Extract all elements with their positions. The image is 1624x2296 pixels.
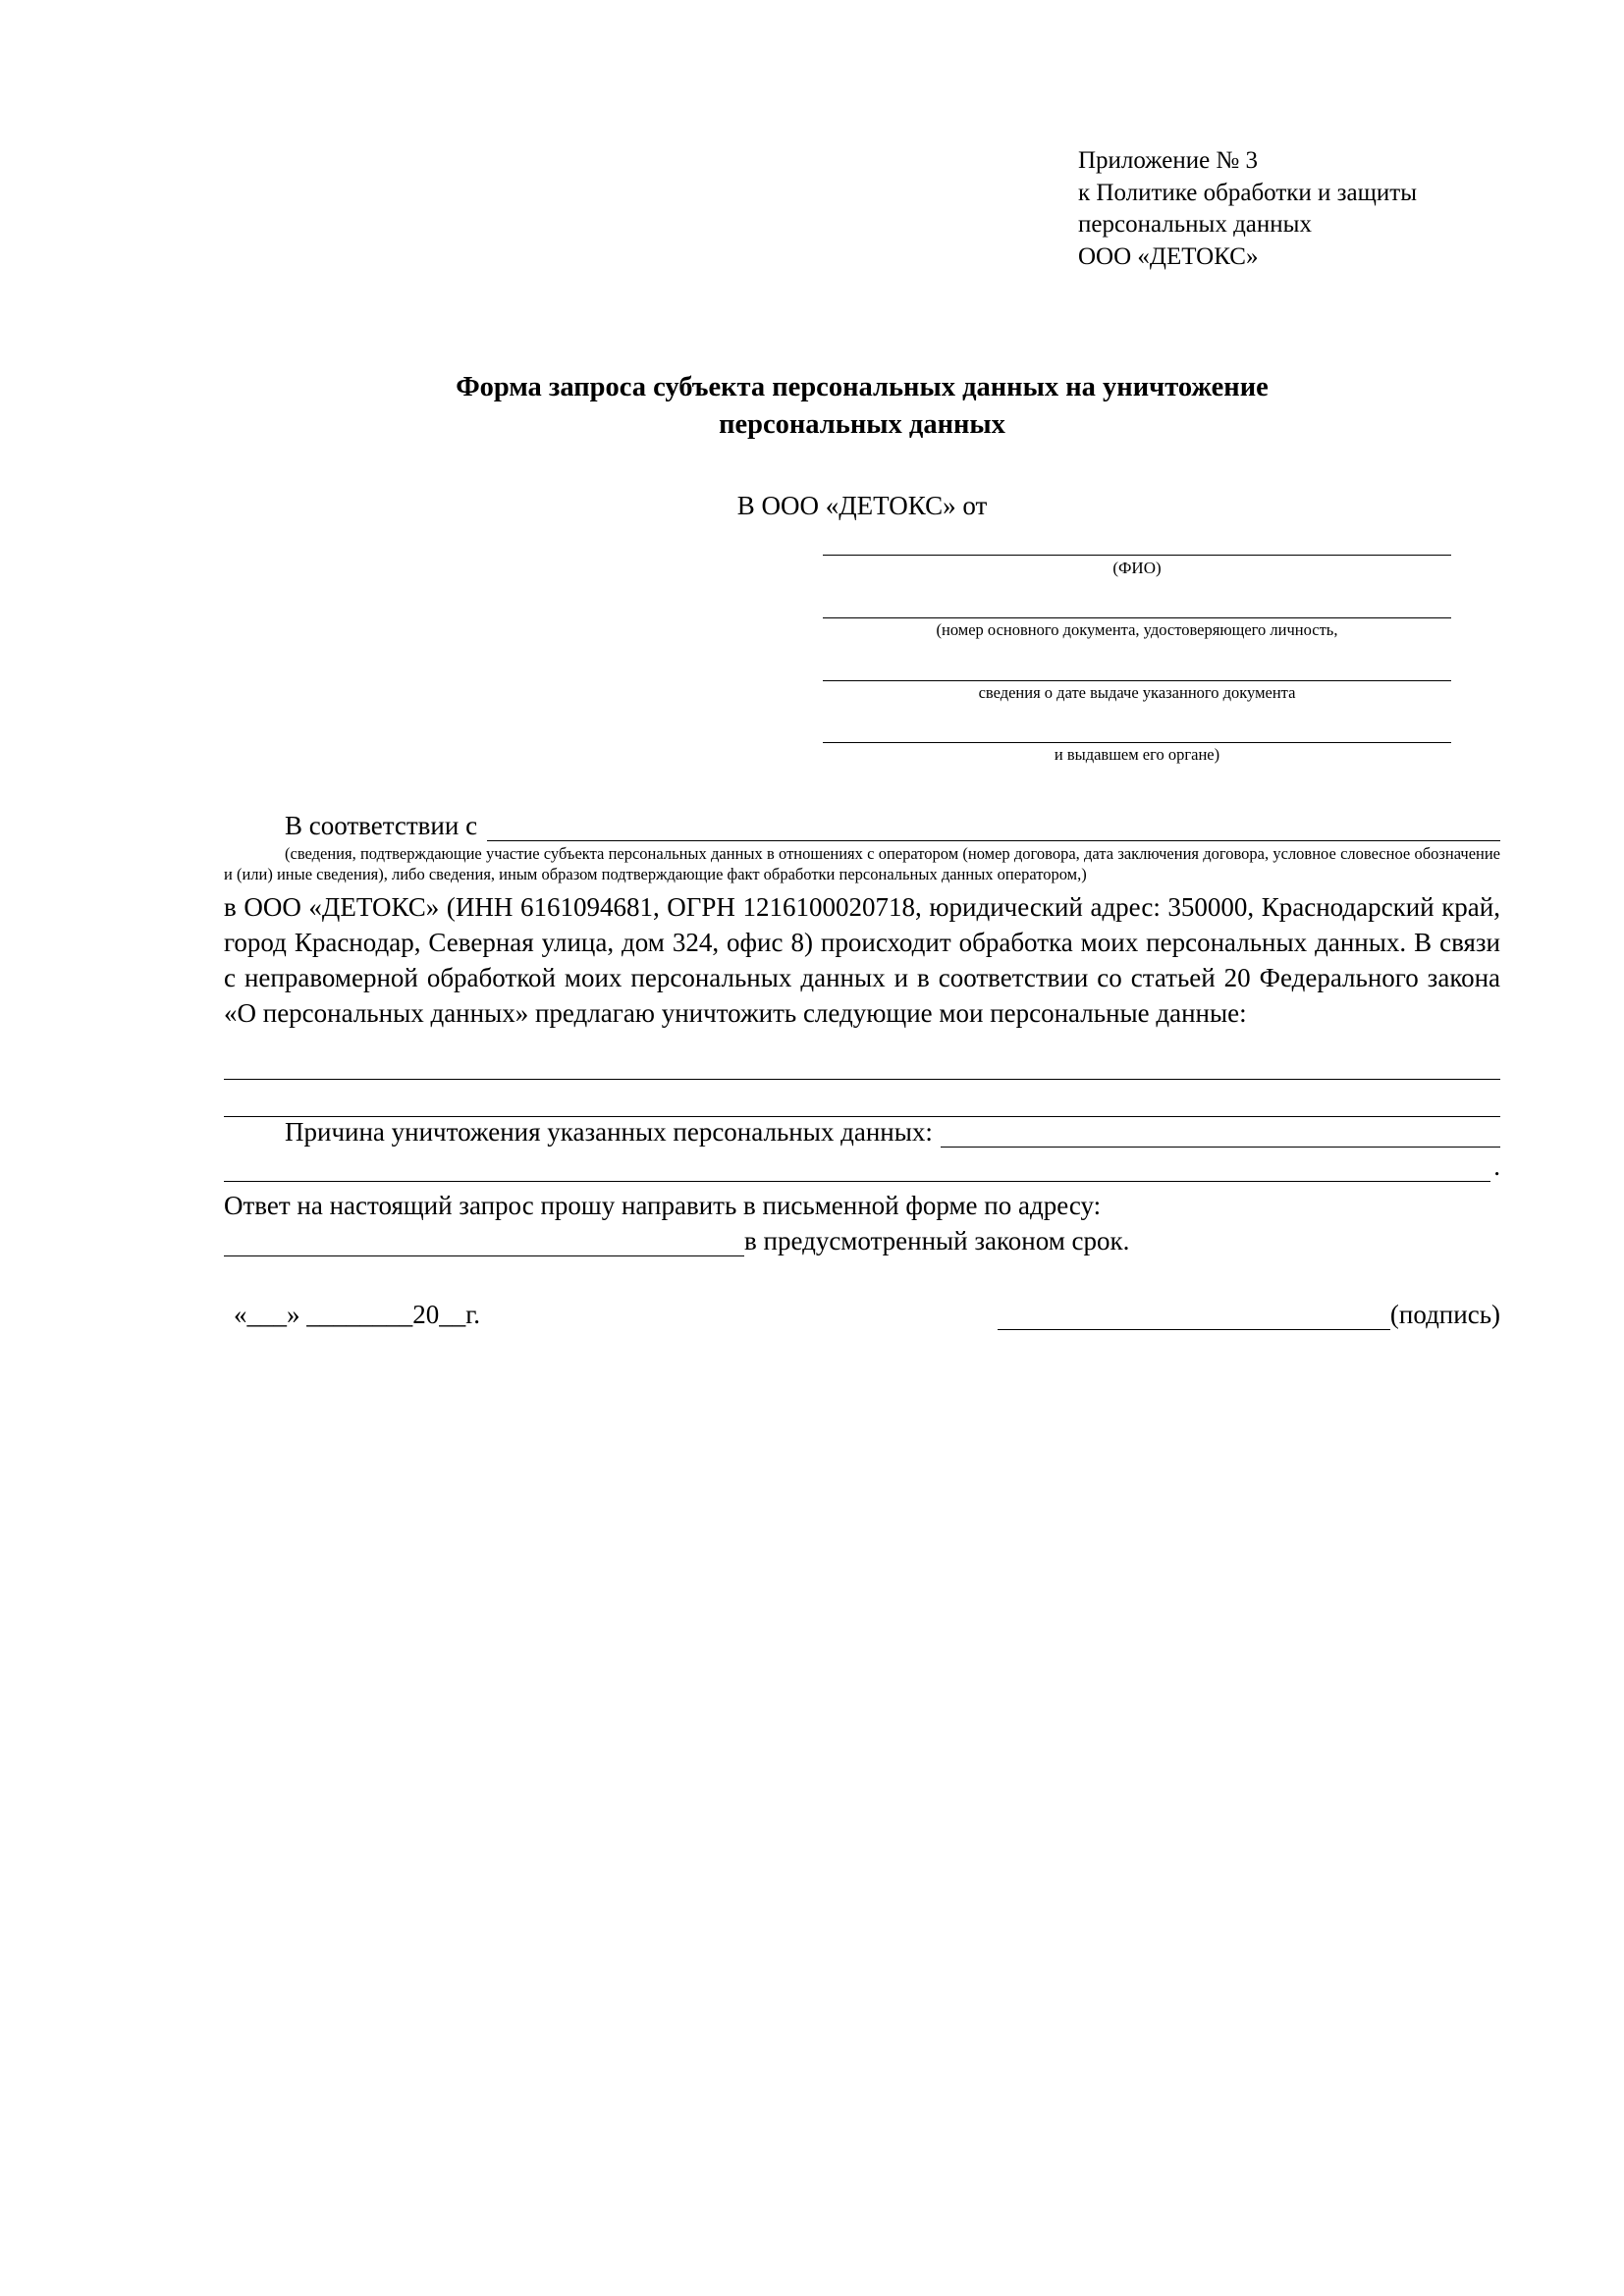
document-number-input[interactable]: [823, 592, 1451, 618]
applicant-fields: [823, 527, 1451, 766]
accordance-note-text: (сведения, подтверждающие участие субъекта персональных данных в отношениях с оператором (номер договора, дата заключения договора, условное словесное обозначение и (или) иные сведения), либо сведения, иным образом подтверждающие факт обработки персональных данных оператором,): [224, 843, 1500, 884]
reason-tail-line: [224, 1148, 1500, 1182]
document-date-input[interactable]: [823, 655, 1451, 681]
fio-caption: (ФИО): [1112, 558, 1162, 577]
answer-tail-text: в предусмотренный законом срок.: [744, 1225, 1130, 1255]
personal-data-input-line-2[interactable]: [224, 1080, 1500, 1117]
document-issuer-caption: и выдавшем его органе): [1054, 745, 1220, 765]
document-content: [224, 145, 1500, 1330]
accordance-input[interactable]: [487, 815, 1500, 841]
page-title: [224, 369, 1500, 444]
date-field[interactable]: «___» ________20__г.: [234, 1299, 481, 1329]
appendix-header: [1078, 145, 1500, 273]
signature-input[interactable]: [998, 1304, 1390, 1330]
addressee-line: В ООО «ДЕТОКС» от: [736, 490, 988, 520]
signature-label: (подпись): [1389, 1299, 1500, 1329]
main-paragraph: в ООО «ДЕТОКС» (ИНН 6161094681, ОГРН 1216100020718, юридический адрес: 350000, Краснодарский край, город Краснодар, Северная улица, дом 324, офис 8) происходит обработка моих персональных данных. В связи с неправомерной обработкой моих персональных данных и в соответствии со статьей 20 Федерального закона «О персональных данных» предлагаю уничтожить следующие мои персональные данные:: [224, 891, 1500, 1029]
document-date-caption: сведения о дате выдаче указанного документа: [978, 682, 1296, 702]
spacer: [823, 641, 1451, 655]
reason-label: Причина уничтожения указанных персональных данных:: [285, 1117, 933, 1148]
answer-address-input[interactable]: [224, 1230, 744, 1256]
document-number-caption: (номер основного документа, удостоверяющего личность,: [936, 620, 1338, 640]
accordance-line: [224, 811, 1500, 841]
document-issuer-input[interactable]: [823, 717, 1451, 743]
fio-input[interactable]: [823, 527, 1451, 556]
spacer: [823, 703, 1451, 717]
appendix-company: ООО «ДЕТОКС»: [1078, 242, 1259, 270]
reason-input-2[interactable]: [224, 1148, 1490, 1182]
personal-data-input-line-1[interactable]: [224, 1042, 1500, 1080]
spacer: [823, 578, 1451, 592]
accordance-note: [224, 843, 1500, 885]
appendix-number: Приложение № 3: [1078, 147, 1259, 174]
answer-address-line: [224, 1226, 1500, 1256]
page-title-line1: Форма запроса субъекта персональных данных на уничтожение: [456, 372, 1269, 402]
page-title-line2: персональных данных: [719, 408, 1005, 440]
accordance-label: В соответствии с: [285, 810, 478, 840]
signature-row: [224, 1300, 1500, 1330]
appendix-policy-line2: персональных данных: [1078, 211, 1312, 238]
reason-line: [224, 1117, 1500, 1148]
answer-paragraph: Ответ на настоящий запрос прошу направить в письменной форме по адресу:: [224, 1191, 1102, 1221]
reason-end-punctuation: .: [1493, 1151, 1500, 1182]
appendix-policy-line1: к Политике обработки и защиты: [1078, 179, 1418, 206]
reason-input-1[interactable]: [941, 1121, 1500, 1148]
